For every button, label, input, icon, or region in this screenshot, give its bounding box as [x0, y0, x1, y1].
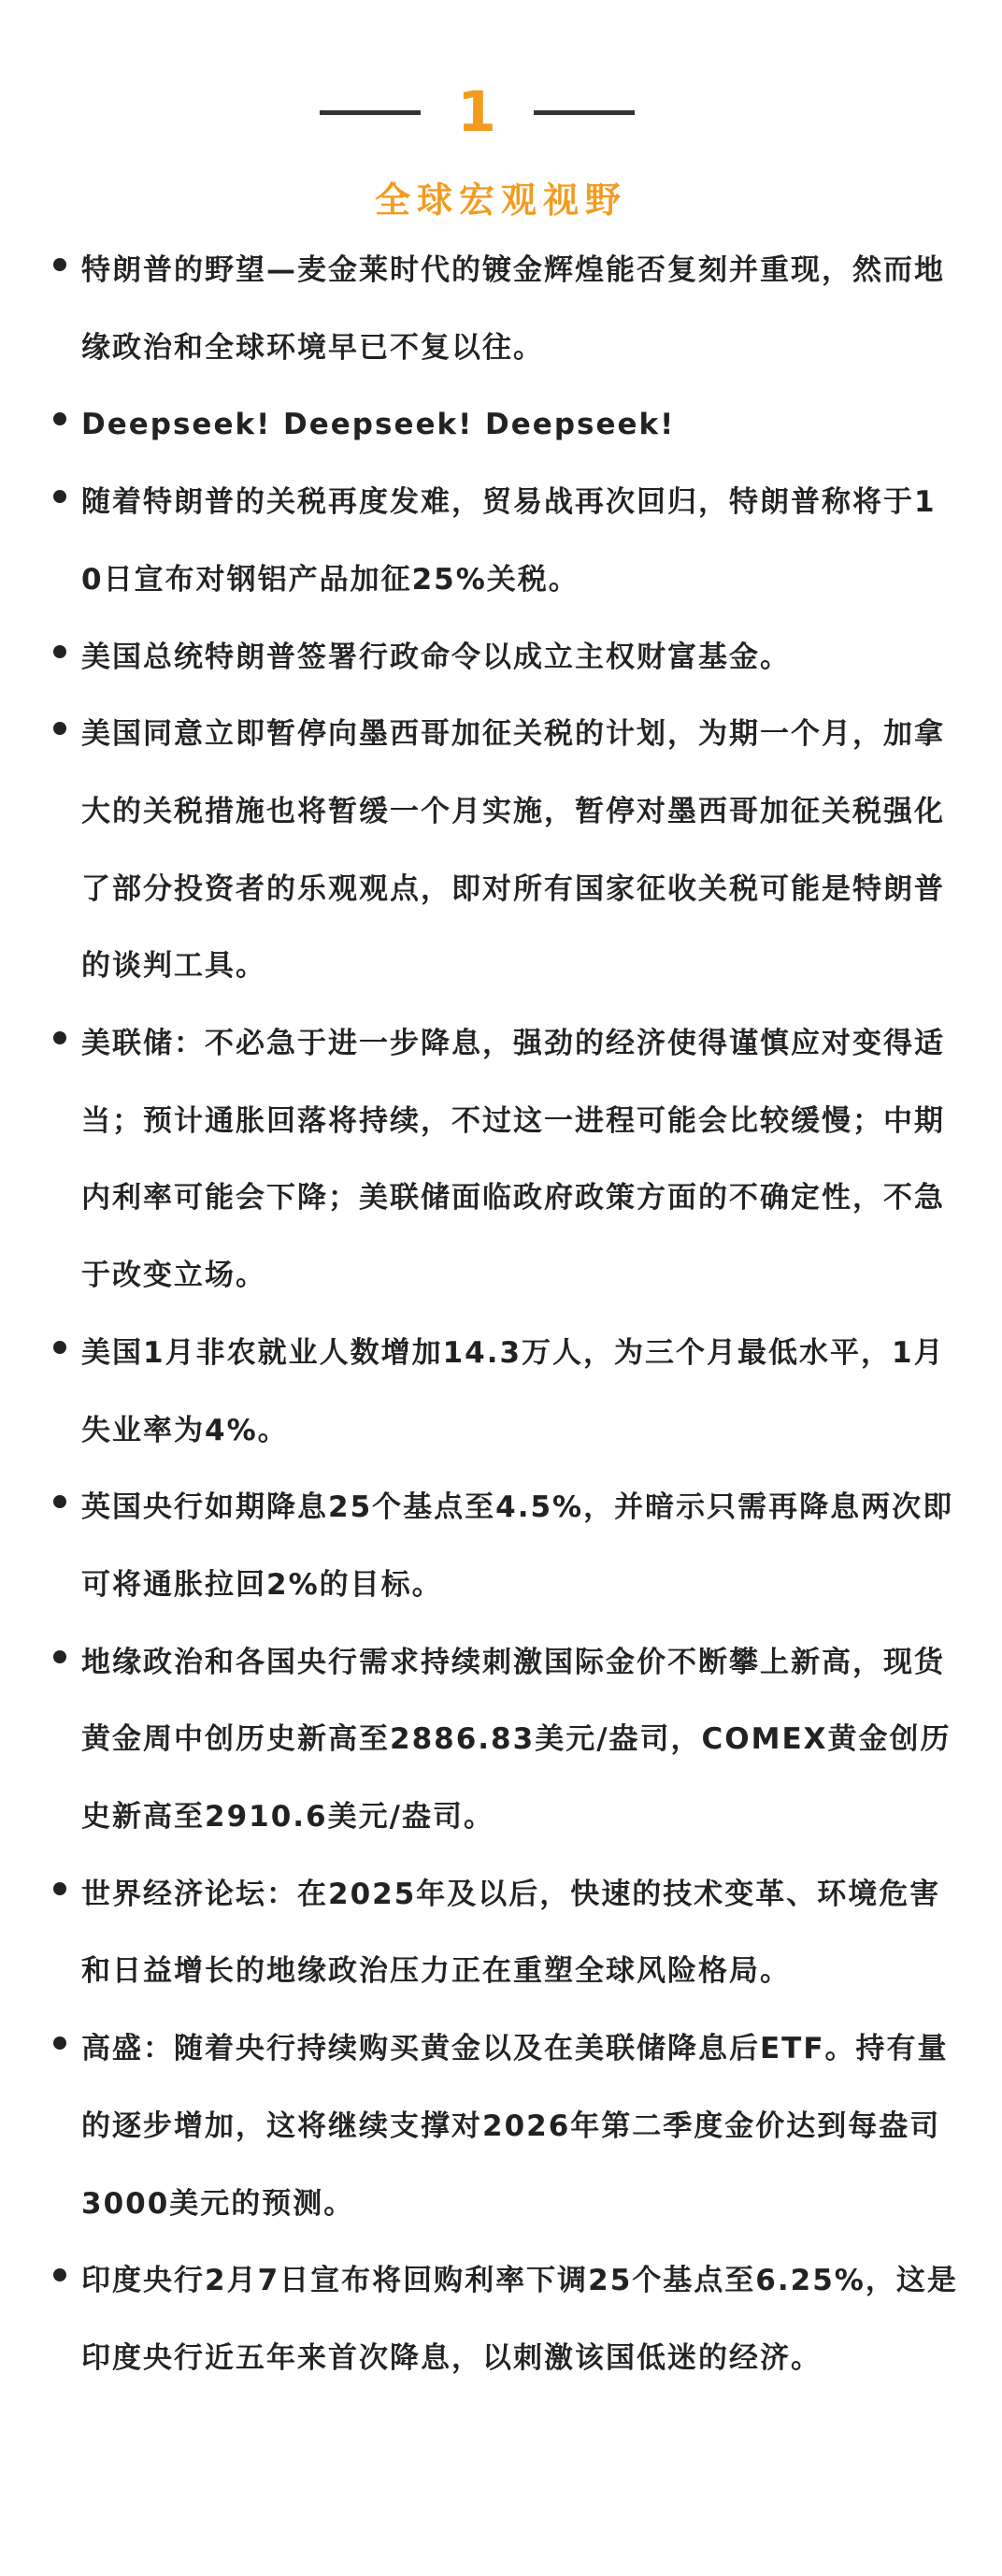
bullet-text: 世界经济论坛：在2025年及以后，快速的技术变革、环境危害和日益增长的地缘政治压力正在重塑全球风险格局。	[81, 1877, 941, 1989]
bullet-item	[51, 619, 958, 697]
bullet-text: 高盛：随着央行持续购买黄金以及在美联储降息后ETF。持有量的逐步增加，这将继续支撑对2026年第二季度金价达到每盎司3000美元的预测。	[81, 2032, 949, 2221]
bullet-text: Deepseek! Deepseek! Deepseek!	[81, 408, 676, 442]
bullet-dot-icon	[53, 645, 66, 658]
bullet-dot-icon	[53, 2268, 66, 2281]
bullet-item	[51, 2242, 958, 2396]
section-title: 全球宏观视野	[374, 180, 627, 221]
bullet-item	[51, 1005, 958, 1315]
header-rule-left	[320, 110, 421, 115]
bullet-text: 印度央行2月7日宣布将回购利率下调25个基点至6.25%，这是印度央行近五年来首次降息，以刺激该国低迷的经济。	[81, 2264, 958, 2375]
section-number: 1	[457, 79, 496, 145]
section-header	[0, 65, 1002, 159]
bullet-item	[51, 1315, 958, 1469]
bullet-dot-icon	[53, 1882, 66, 1895]
bullet-text: 英国央行如期降息25个基点至4.5%，并暗示只需再降息两次即可将通胀拉回2%的目标。	[81, 1490, 954, 1602]
header-rule-right	[534, 110, 635, 115]
bullet-item	[51, 464, 958, 618]
bullet-dot-icon	[53, 1031, 66, 1044]
bullet-item	[51, 232, 958, 386]
bullet-text: 美联储：不必急于进一步降息，强劲的经济使得谨慎应对变得适当；预计通胀回落将持续，不过这一进程可能会比较缓慢；中期内利率可能会下降；美联储面临政府政策方面的不确定性，不急于改变立场。	[81, 1027, 945, 1293]
news-bullet-list	[51, 232, 958, 2397]
bullet-dot-icon	[53, 2036, 66, 2050]
bullet-dot-icon	[53, 1341, 66, 1354]
bullet-text: 美国同意立即暂停向墨西哥加征关税的计划，为期一个月，加拿大的关税措施也将暂缓一个月实施，暂停对墨西哥加征关税强化了部分投资者的乐观观点，即对所有国家征收关税可能是特朗普的谈判工具。	[81, 717, 945, 984]
bullet-text: 美国1月非农就业人数增加14.3万人，为三个月最低水平，1月失业率为4%。	[81, 1335, 945, 1447]
bullet-dot-icon	[53, 1495, 66, 1508]
bullet-text: 地缘政治和各国央行需求持续刺激国际金价不断攀上新高，现货黄金周中创历史新高至2886.83美元/盎司，COMEX黄金创历史新高至2910.6美元/盎司。	[81, 1645, 952, 1835]
bullet-item	[51, 386, 958, 464]
bullet-text: 特朗普的野望—麦金莱时代的镀金辉煌能否复刻并重现，然而地缘政治和全球环境早已不复以往。	[81, 253, 945, 365]
bullet-dot-icon	[53, 722, 66, 735]
bullet-text: 美国总统特朗普签署行政命令以成立主权财富基金。	[81, 640, 791, 674]
bullet-dot-icon	[53, 490, 66, 503]
bullet-dot-icon	[53, 1650, 66, 1663]
bullet-item	[51, 696, 958, 1005]
bullet-item	[51, 1856, 958, 2010]
bullet-item	[51, 1624, 958, 1856]
bullet-dot-icon	[53, 412, 66, 425]
bullet-dot-icon	[53, 258, 66, 271]
bullet-text: 随着特朗普的关税再度发难，贸易战再次回归，特朗普称将于10日宣布对钢铝产品加征25%关税。	[81, 485, 937, 597]
bullet-item	[51, 1469, 958, 1623]
bullet-item	[51, 2010, 958, 2242]
